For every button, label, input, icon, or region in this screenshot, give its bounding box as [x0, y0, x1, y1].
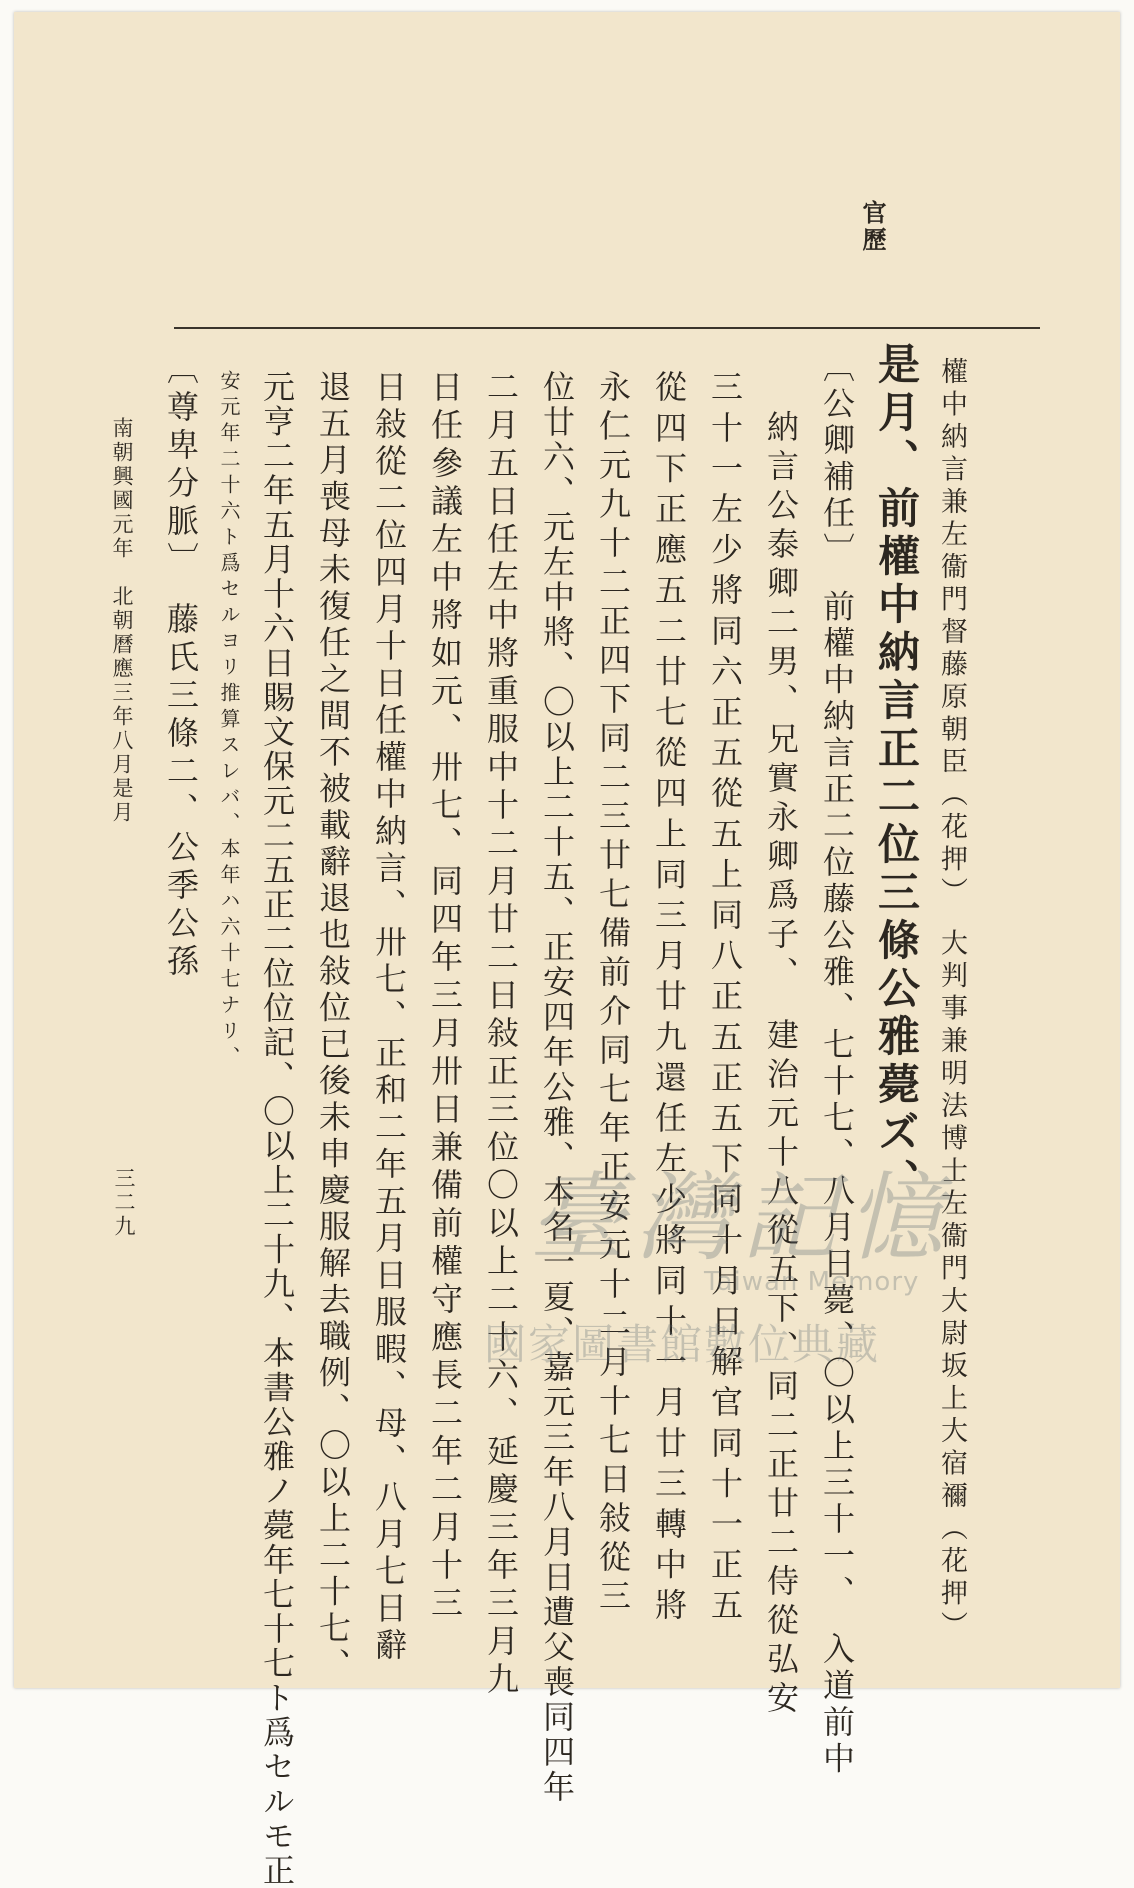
text-column-9: 二月五日任左中將重服中十二月廿二日敍正三位〇以上二十六、延慶三年三月九 [482, 370, 520, 1700]
text-column-8: 位廿六、元左中將、〇以上二十五、正安四年公雅、本名一夏、嘉元三年八月日遭父喪同四年 [538, 370, 576, 1805]
page-number: 三二九 [112, 1167, 136, 1239]
text-column-13: 元亨二年五月十六日賜文保元二五正二位位記、〇以上二十九、本書公雅ノ薨年七十七ト爲セルモ正 [258, 370, 296, 1888]
document-page [14, 12, 1120, 1888]
footer-line: 南朝興國元年 北朝曆應三年八月是月 [110, 417, 134, 825]
watermark-institution: 國家圖書館數位典藏 [484, 1320, 881, 1369]
text-column-3: 〔公卿補任〕 前權中納言正二位藤公雅、七十七、八月日薨、〇以上三十一、 入道前中 [818, 350, 856, 1778]
text-column-4: 納言公泰卿二男、兄實永卿爲子、 建治元十八從五下、同二正廿二侍從弘安 [762, 410, 800, 1720]
text-column-6: 從四下正應五二廿七從四上同三月廿九還任左少將同十一月廿三轉中將 [650, 370, 688, 1629]
watermark-english: Taiwan Memory [704, 1267, 920, 1297]
text-column-12: 退五月喪母未復任之間不被載辭退也敍位已後未申慶服解去職例、〇以上二十七、 [314, 370, 352, 1684]
text-column-15: 〔尊卑分脈〕 藤氏三條二、公季公孫 [162, 352, 200, 982]
text-column-5: 三十一左少將同六正五從五上同八正五正五下同十月日解官同十一正五 [706, 370, 744, 1629]
text-column-11: 日敍從二位四月十日任權中納言、卅七、正和二年五月日服暇、母、八月七日辭 [370, 370, 408, 1665]
text-column-1: 權中納言兼左衞門督藤原朝臣（花押） 大判事兼明法博士左衞門大尉坂上大宿禰（花押） [936, 357, 967, 1644]
text-column-10: 日任參議左中將如元、卅七、同四年三月卅日兼備前權守應長二年二月十三 [426, 370, 464, 1624]
running-head: 官歷 [858, 200, 887, 254]
text-column-7: 永仁元九十二正四下同二三廿七備前介同七年正安元十二月十七日敍從三 [594, 370, 632, 1618]
entry-heading: 是月、前權中納言正二位三條公雅薨ズ、 [872, 342, 921, 1206]
text-column-14: 安元年二十六ト爲セルヨリ推算スレバ、本年ハ六十七ナリ、 [217, 370, 241, 1072]
header-rule [174, 327, 1040, 329]
watermark-script-logo: 臺灣記憶 [529, 1162, 953, 1274]
